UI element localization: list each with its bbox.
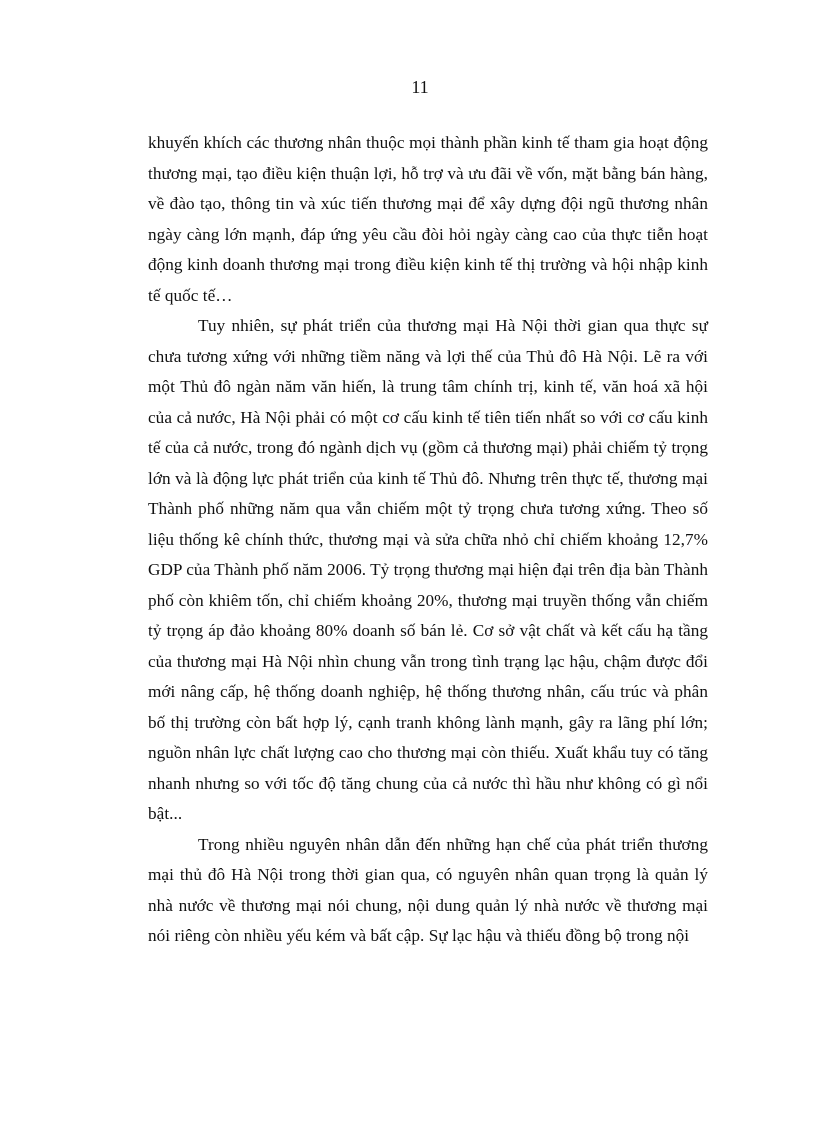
document-body (148, 128, 708, 952)
page-number: 11 (411, 77, 429, 97)
paragraph-continued: khuyến khích các thương nhân thuộc mọi thành phần kinh tế tham gia hoạt động thương mại, tạo điều kiện thuận lợi, hỗ trợ và ưu đãi về vốn, mặt bằng bán hàng, về đào tạo, thông tin và xúc tiến thương mại để xây dựng đội ngũ thương nhân ngày càng lớn mạnh, đáp ứng yêu cầu đòi hỏi ngày càng cao của thực tiễn hoạt động kinh doanh thương mại trong điều kiện kinh tế thị trường và hội nhập kinh tế quốc tế… (148, 133, 708, 305)
paragraph: Tuy nhiên, sự phát triển của thương mại Hà Nội thời gian qua thực sự chưa tương xứng với những tiềm năng và lợi thế của Thủ đô Hà Nội. Lẽ ra với một Thủ đô ngàn năm văn hiến, là trung tâm chính trị, kinh tế, văn hoá xã hội của cả nước, Hà Nội phải có một cơ cấu kinh tế tiên tiến nhất so với cơ cấu kinh tế của cả nước, trong đó ngành dịch vụ (gồm cả thương mại) phải chiếm tỷ trọng lớn và là động lực phát triển của kinh tế Thủ đô. Nhưng trên thực tế, thương mại Thành phố những năm qua vẫn chiếm một tỷ trọng chưa tương xứng. Theo số liệu thống kê chính thức, thương mại và sửa chữa nhỏ chỉ chiếm khoảng 12,7% GDP của Thành phố năm 2006. Tỷ trọng thương mại hiện đại trên địa bàn Thành phố còn khiêm tốn, chỉ chiếm khoảng 20%, thương mại truyền thống vẫn chiếm tỷ trọng áp đảo khoảng 80% doanh số bán lẻ. Cơ sở vật chất và kết cấu hạ tầng của thương mại Hà Nội nhìn chung vẫn trong tình trạng lạc hậu, chậm được đổi mới nâng cấp, hệ thống doanh nghiệp, hệ thống thương nhân, cấu trúc và phân bố thị trường còn bất hợp lý, cạnh tranh không lành mạnh, gây ra lãng phí lớn; nguồn nhân lực chất lượng cao cho thương mại còn thiếu. Xuất khẩu tuy có tăng nhanh nhưng so với tốc độ tăng chung của cả nước thì hầu như không có gì nổi bật... (148, 316, 708, 823)
paragraph: Trong nhiều nguyên nhân dẫn đến những hạn chế của phát triển thương mại thủ đô Hà Nội trong thời gian qua, có nguyên nhân quan trọng là quản lý nhà nước về thương mại nói chung, nội dung quản lý nhà nước về thương mại nói riêng còn nhiều yếu kém và bất cập. Sự lạc hậu và thiếu đồng bộ trong nội (148, 834, 708, 945)
